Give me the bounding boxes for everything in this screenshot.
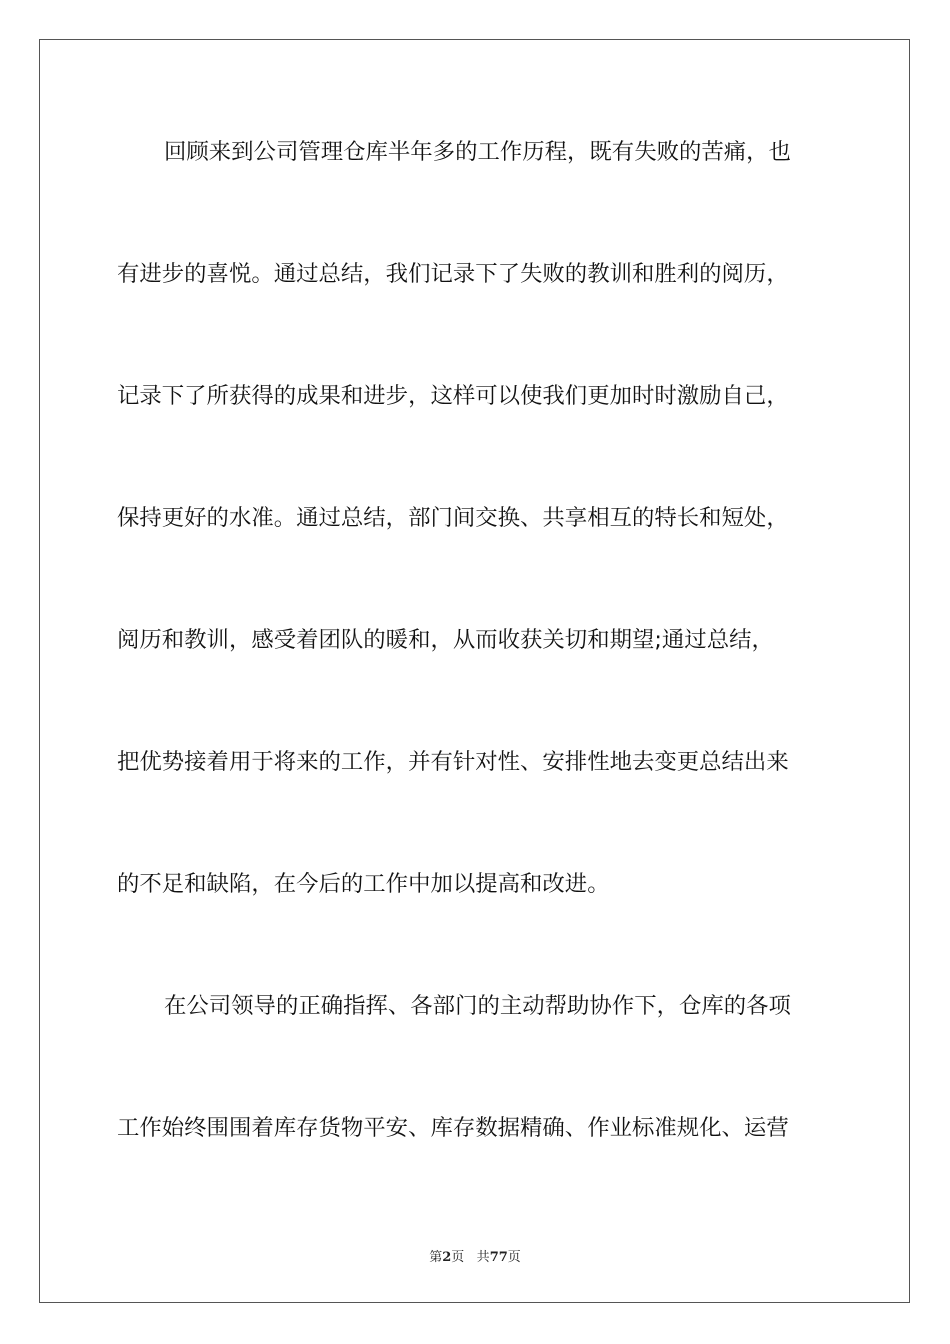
page-number: 2 bbox=[442, 1250, 452, 1265]
paragraph-2-line-1: 在公司领导的正确指挥、各部门的主动帮助协作下，仓库的各项 bbox=[164, 993, 791, 1019]
paragraph-1-line-4: 保持更好的水准。通过总结，部门间交换、共享相互的特长和短处， bbox=[117, 505, 789, 531]
total-pages: 77 bbox=[489, 1250, 508, 1265]
paragraph-2-line-2: 工作始终围围着库存货物平安、库存数据精确、作业标准规化、运营 bbox=[117, 1115, 789, 1141]
total-label-suffix: 页 bbox=[507, 1250, 521, 1265]
paragraph-1-line-6: 把优势接着用于将来的工作，并有针对性、安排性地去变更总结出来 bbox=[117, 749, 789, 775]
paragraph-1-line-3: 记录下了所获得的成果和进步，这样可以使我们更加时时激励自己， bbox=[117, 383, 789, 409]
paragraph-1-line-7: 的不足和缺陷，在今后的工作中加以提高和改进。 bbox=[117, 871, 610, 897]
paragraph-1-line-2: 有进步的喜悦。通过总结，我们记录下了失败的教训和胜利的阅历， bbox=[117, 261, 789, 287]
total-label-prefix: 共 bbox=[476, 1250, 490, 1265]
page-label-prefix: 第 bbox=[429, 1250, 443, 1265]
paragraph-1-line-5: 阅历和教训，感受着团队的暖和，从而收获关切和期望;通过总结， bbox=[117, 627, 774, 653]
document-body bbox=[117, 133, 832, 1147]
page-footer bbox=[0, 1246, 950, 1265]
paragraph-1-line-1: 回顾来到公司管理仓库半年多的工作历程，既有失败的苦痛，也 bbox=[164, 139, 791, 165]
page-label-suffix: 页 bbox=[451, 1250, 465, 1265]
